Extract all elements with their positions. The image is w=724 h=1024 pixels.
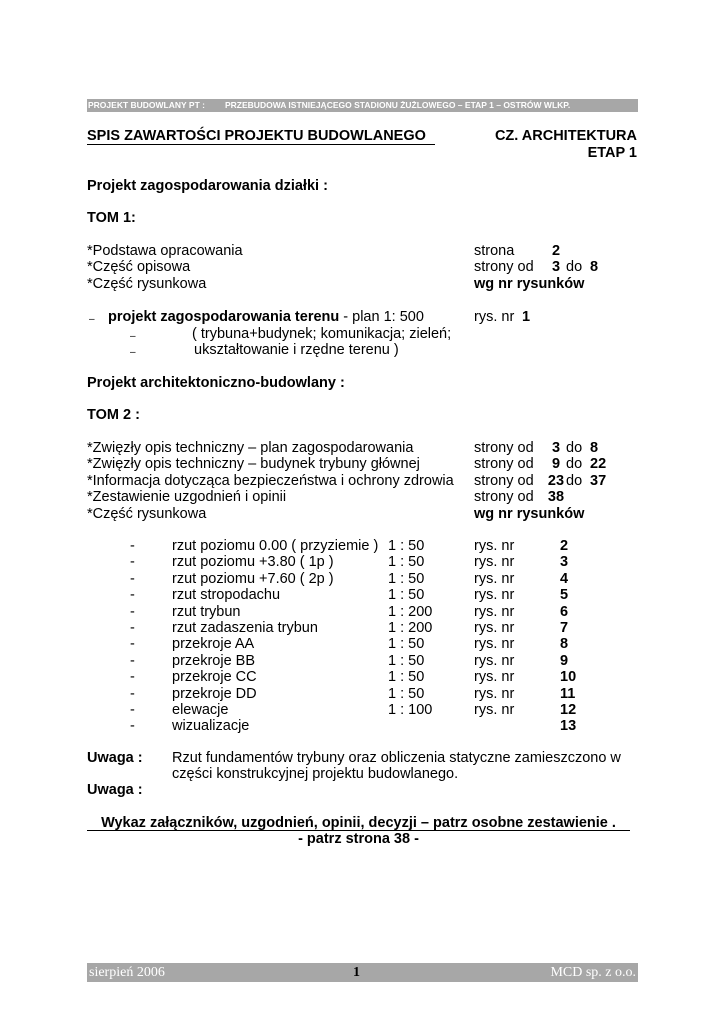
drawing-ref-label: rys. nr bbox=[474, 702, 515, 718]
page-from: 9 bbox=[551, 456, 561, 473]
drawing-site-plan bbox=[108, 309, 424, 326]
drawing-number: 6 bbox=[560, 603, 569, 620]
list-dash: - bbox=[130, 587, 135, 604]
page-number: 1 bbox=[353, 965, 360, 980]
list-dash: - bbox=[130, 669, 135, 686]
contents-item-label: *Zwięzły opis techniczny – budynek trybuny głównej bbox=[87, 456, 420, 473]
drawing-scale: 1 : 100 bbox=[388, 702, 433, 718]
drawing-name: elewacje bbox=[172, 702, 229, 718]
document-title: SPIS ZAWARTOŚCI PROJEKTU BUDOWLANEGO bbox=[87, 128, 426, 144]
list-dash: - bbox=[130, 620, 135, 636]
section1-tom: TOM 1: bbox=[87, 210, 136, 226]
drawing-scale: 1 : 50 bbox=[388, 587, 425, 604]
drawing-site-plan-ref: rys. nr bbox=[474, 309, 515, 325]
section2-heading: Projekt architektoniczno-budowlany : bbox=[87, 375, 345, 391]
title-underline bbox=[87, 144, 435, 145]
drawing-ref-label: rys. nr bbox=[474, 652, 515, 669]
contents-item-label: *Zwięzły opis techniczny – plan zagospodarowania bbox=[87, 440, 414, 456]
list-dash: - bbox=[130, 554, 135, 571]
drawing-site-plan-bold: projekt zagospodarowania terenu bbox=[108, 309, 340, 325]
contents-item-ref: strony od bbox=[474, 489, 534, 506]
page-to-label: do bbox=[566, 259, 583, 276]
page-to-label: do bbox=[566, 456, 583, 473]
header-project-title: PRZEBUDOWA ISTNIEJĄCEGO STADIONU ŻUŻLOWEGO – ETAP 1 – OSTRÓW WLKP. bbox=[225, 100, 571, 110]
list-dash: - bbox=[130, 538, 135, 554]
drawing-ref-label: rys. nr bbox=[474, 620, 515, 636]
page-from: 23 bbox=[547, 472, 565, 489]
section2-tom: TOM 2 : bbox=[87, 407, 140, 423]
sub-dash-2: – bbox=[130, 347, 136, 358]
note2-label: Uwaga : bbox=[87, 782, 143, 798]
drawing-ref-label: rys. nr bbox=[474, 603, 515, 620]
drawing-number: 5 bbox=[560, 587, 569, 604]
footer-date: sierpień 2006 bbox=[89, 965, 165, 980]
contents-item-ref: strona bbox=[474, 243, 515, 259]
attachments-note: Wykaz załączników, uzgodnień, opinii, decyzji – patrz osobne zestawienie . bbox=[101, 815, 616, 831]
page-to: 8 bbox=[590, 440, 599, 456]
contents-item-label: *Podstawa opracowania bbox=[87, 243, 243, 259]
contents-item-label: *Zestawienie uzgodnień i opinii bbox=[87, 489, 287, 506]
contents-item-ref: strony od bbox=[474, 472, 534, 489]
drawing-number: 13 bbox=[560, 718, 577, 735]
page-from: 38 bbox=[547, 489, 565, 506]
drawing-ref-label: rys. nr bbox=[474, 685, 515, 702]
contents-item-ref: strony od bbox=[474, 440, 534, 456]
contents-item-ref: wg nr rysunków bbox=[474, 505, 585, 522]
drawing-ref-label: rys. nr bbox=[474, 570, 515, 587]
drawing-scale: 1 : 50 bbox=[388, 636, 425, 653]
header-project-type: PROJEKT BUDOWLANY PT : bbox=[88, 100, 205, 110]
drawing-name: przekroje CC bbox=[172, 669, 257, 686]
drawing-name: rzut trybun bbox=[172, 603, 241, 620]
sub-text-1: ( trybuna+budynek; komunikacja; zieleń; bbox=[192, 326, 452, 342]
drawing-scale: 1 : 50 bbox=[388, 685, 425, 702]
contents-item-ref: strony od bbox=[474, 259, 534, 276]
page-to-label: do bbox=[566, 440, 583, 456]
drawing-name: przekroje AA bbox=[172, 636, 255, 653]
document-part: CZ. ARCHITEKTURA bbox=[494, 128, 637, 144]
drawing-scale: 1 : 200 bbox=[388, 620, 433, 636]
drawing-name: rzut stropodachu bbox=[172, 587, 281, 604]
drawing-name: przekroje BB bbox=[172, 652, 256, 669]
page-footer bbox=[87, 963, 638, 982]
contents-item-ref: wg nr rysunków bbox=[474, 275, 585, 292]
drawing-number: 2 bbox=[560, 538, 569, 554]
drawing-site-plan-num: 1 bbox=[522, 309, 531, 325]
list-dash: - bbox=[130, 718, 135, 735]
page-from: 3 bbox=[551, 259, 561, 276]
contents-item-ref: strony od bbox=[474, 456, 534, 473]
page-to: 22 bbox=[590, 456, 607, 473]
note1-text-line2: części konstrukcyjnej projektu budowlanego. bbox=[172, 766, 459, 782]
drawing-name: wizualizacje bbox=[172, 718, 250, 735]
page-to-label: do bbox=[566, 472, 583, 489]
drawing-scale: 1 : 50 bbox=[388, 652, 425, 669]
drawing-ref-label: rys. nr bbox=[474, 587, 515, 604]
drawing-scale: 1 : 50 bbox=[388, 669, 425, 686]
drawing-ref-label: rys. nr bbox=[474, 554, 515, 571]
contents-item-label: *Część rysunkowa bbox=[87, 275, 207, 292]
footer-company: MCD sp. z o.o. bbox=[550, 965, 636, 980]
drawing-ref-label: rys. nr bbox=[474, 538, 515, 554]
drawing-ref-label: rys. nr bbox=[474, 636, 515, 653]
list-dash: - bbox=[130, 702, 135, 718]
section1-heading: Projekt zagospodarowania działki : bbox=[87, 178, 328, 194]
drawing-number: 12 bbox=[560, 702, 577, 718]
document-stage: ETAP 1 bbox=[587, 145, 637, 161]
drawing-scale: 1 : 50 bbox=[388, 570, 425, 587]
contents-item-label: *Część opisowa bbox=[87, 259, 191, 276]
drawing-name: przekroje DD bbox=[172, 685, 257, 702]
sub-text-2: ukształtowanie i rzędne terenu ) bbox=[194, 342, 399, 358]
drawing-name: rzut poziomu 0.00 ( przyziemie ) bbox=[172, 538, 379, 554]
page-to: 8 bbox=[590, 259, 599, 276]
page-from: 2 bbox=[551, 243, 561, 259]
note1-label: Uwaga : bbox=[87, 750, 143, 766]
drawing-scale: 1 : 50 bbox=[388, 554, 425, 571]
page-header bbox=[87, 99, 638, 112]
sub-dash-1: – bbox=[130, 331, 136, 342]
list-dash: - bbox=[130, 570, 135, 587]
list-dash: - bbox=[130, 652, 135, 669]
drawing-site-plan-scale: - plan 1: 500 bbox=[339, 309, 424, 325]
drawing-scale: 1 : 50 bbox=[388, 538, 425, 554]
list-dash: - bbox=[130, 685, 135, 702]
drawing-number: 8 bbox=[560, 636, 569, 653]
drawing-number: 9 bbox=[560, 652, 569, 669]
drawing-name: rzut poziomu +7.60 ( 2p ) bbox=[172, 570, 334, 587]
note1-text-line1: Rzut fundamentów trybuny oraz obliczenia statyczne zamieszczono w bbox=[172, 750, 621, 766]
drawing-ref-label: rys. nr bbox=[474, 669, 515, 686]
drawing-number: 10 bbox=[560, 669, 577, 686]
drawing-number: 11 bbox=[560, 685, 576, 702]
list-dash: - bbox=[130, 603, 135, 620]
drawing-number: 7 bbox=[560, 620, 569, 636]
contents-item-label: *Informacja dotycząca bezpieczeństwa i ochrony zdrowia bbox=[87, 472, 454, 489]
drawing-name: rzut zadaszenia trybun bbox=[172, 620, 318, 636]
drawing-scale: 1 : 200 bbox=[388, 603, 433, 620]
drawing-number: 3 bbox=[560, 554, 569, 571]
contents-item-label: *Część rysunkowa bbox=[87, 505, 207, 522]
page-reference: - patrz strona 38 - bbox=[298, 831, 419, 847]
page-from: 3 bbox=[551, 440, 561, 456]
page-to: 37 bbox=[590, 472, 607, 489]
list-dash: - bbox=[130, 636, 135, 653]
drawing-name: rzut poziomu +3.80 ( 1p ) bbox=[172, 554, 334, 571]
drawing-number: 4 bbox=[560, 570, 569, 587]
drawing-dash: – bbox=[89, 314, 95, 325]
